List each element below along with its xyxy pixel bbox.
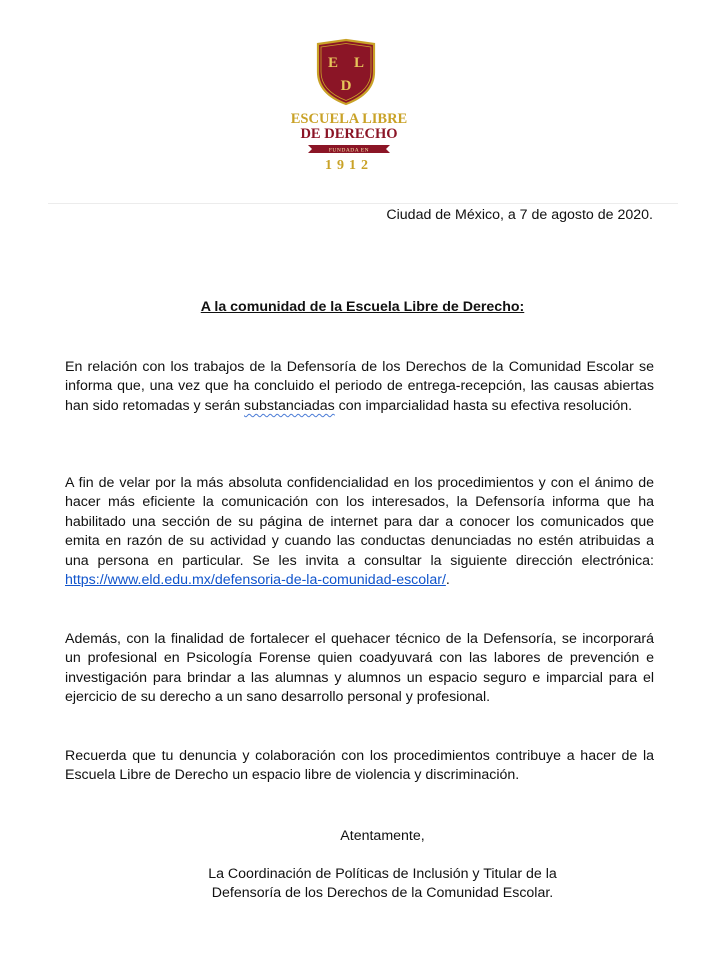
shield-initial-e: E xyxy=(327,55,339,71)
letter-signature xyxy=(0,865,725,903)
letter-date: Ciudad de México, a 7 de agosto de 2020. xyxy=(386,207,653,223)
paragraph-2 xyxy=(65,474,654,590)
paragraph-1-after: con imparcialidad hasta su efectiva resolución. xyxy=(334,397,633,414)
shield-initial-l: L xyxy=(353,55,365,71)
logo-name-line2: DE DERECHO xyxy=(300,126,398,142)
logo-ribbon-text: FUNDADA EN xyxy=(328,147,370,154)
paragraph-2-after: . xyxy=(445,572,450,589)
letter-heading-text: A la comunidad de la Escuela Libre de Derecho: xyxy=(200,299,525,315)
signature-line-2: Defensoría de los Derechos de la Comunidad Escolar. xyxy=(211,885,554,901)
spellcheck-flagged-word[interactable]: substanciadas xyxy=(244,397,335,414)
defensoria-link[interactable]: https://www.eld.edu.mx/defensoria-de-la-comunidad-escolar/ xyxy=(65,572,446,589)
logo-year: 1912 xyxy=(325,158,373,173)
paragraph-1 xyxy=(65,358,654,416)
escuela-libre-de-derecho-logo xyxy=(286,38,426,174)
shield-initial-d: D xyxy=(340,78,352,94)
signature-line-1: La Coordinación de Políticas de Inclusión y Titular de la xyxy=(208,866,557,882)
paragraph-4: Recuerda que tu denuncia y colaboración con los procedimientos contribuye a hacer de la Escuela Libre de Derecho un espacio libre de violencia y discriminación. xyxy=(65,748,654,784)
paragraph-1-before: En relación con los trabajos de la Defensoría de los Derechos de la Comunidad Escolar se informa que, una vez que ha concluido el periodo de entrega-recepción, las causas abiertas han sido retomadas y serán xyxy=(65,359,654,414)
shield-icon xyxy=(318,40,374,104)
paragraph-3: Además, con la finalidad de fortalecer el quehacer técnico de la Defensoría, se incorporará un profesional en Psicología Forense quien coadyuvará con las labores de prevención e investigación para brindar a las alumnas y alumnos un espacio seguro e imparcial para el ejercicio de su derecho a un sano desarrollo personal y profesional. xyxy=(65,631,654,706)
letter-closing: Atentamente, xyxy=(340,828,425,844)
header-divider xyxy=(48,203,678,204)
letter-heading xyxy=(0,298,725,316)
logo-name-line1: ESCUELA LIBRE xyxy=(290,111,408,127)
paragraph-2-text: A fin de velar por la más absoluta confidencialidad en los procedimientos y con el ánimo de hacer más eficiente la comunicación con los interesados, la Defensoría informa que ha habilitado una sección de su página de internet para dar a conocer los comunicados que emita en razón de su actividad y cuando las conductas denunciadas no estén atribuidas a una persona en particular. Se les invita a consultar la siguiente dirección electrónica: xyxy=(65,475,654,569)
